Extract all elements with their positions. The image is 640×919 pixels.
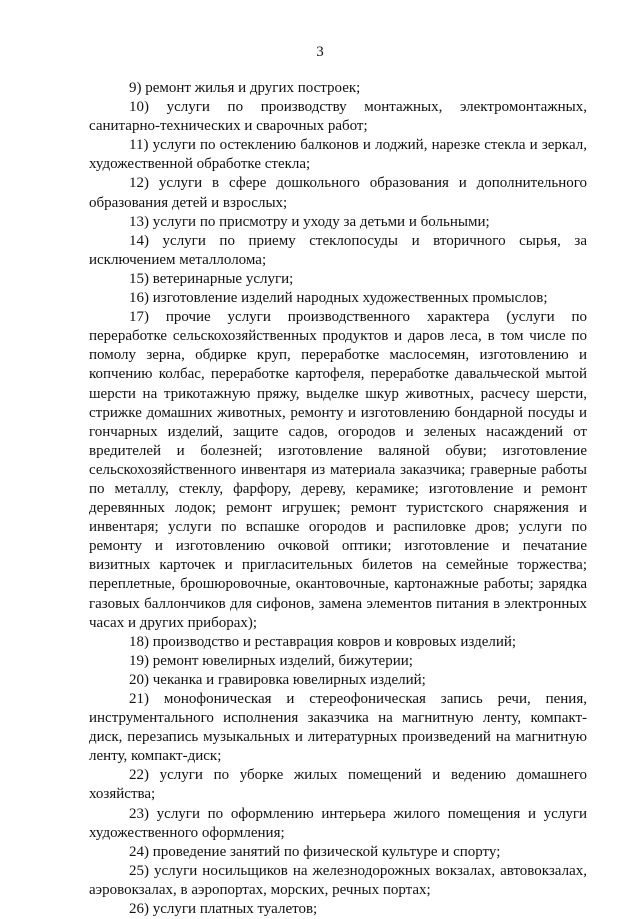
list-item-18: 18) производство и реставрация ковров и ковровых изделий; [129, 633, 517, 650]
list-item-17: 17) прочие услуги производственного характера (услуги по переработке сельскохозяйственных продуктов и даров леса, в том числе по помолу зерна, обдирке круп, переработке маслосемян, изготовлению и копчению колбас, переработке картофеля, переработке давальческой мытой шерсти на трикотажную пряжу, выделке шкур животных, расчесу шерсти, стрижке домашних животных, ремонту и изготовлению бондарной посуды и гончарных изделий, защите садов, огородов и зеленых насаждений от вредителей и болезней; изготовление валяной обуви; изготовление сельскохозяйственного инвентаря из материала заказчика; граверные работы по металлу, стеклу, фарфору, дереву, керамике; изготовление и ремонт деревянных лодок; ремонт игрушек; ремонт туристского снаряжения и инвентаря; услуги по вспашке огородов и распиловке дров; услуги по ремонту и изготовлению очковой оптики; изготовление и печатание визитных карточек и пригласительных билетов на семейные торжества; переплетные, брошюровочные, окантовочные, картонажные работы; зарядка газовых баллончиков для сифонов, замена элементов питания в электронных часах и других приборах); [89, 309, 587, 631]
list-item-21: 21) монофоническая и стереофоническая запись речи, пения, инструментального исполнения заказчика на магнитную ленту, компакт-диск, перезапись музыкальных и литературных произведений на магнитную ленту, компакт-диск; [89, 691, 587, 765]
list-item-16: 16) изготовление изделий народных художественных промыслов; [129, 290, 548, 307]
list-item-12: 12) услуги в сфере дошкольного образования и дополнительного образования детей и взрослых; [89, 175, 587, 211]
list-item-25: 25) услуги носильщиков на железнодорожных вокзалах, автовокзалах, аэровокзалах, в аэропортах, морских, речных портах; [89, 862, 587, 898]
list-item-20: 20) чеканка и гравировка ювелирных изделий; [129, 671, 426, 688]
list-item-23: 23) услуги по оформлению интерьера жилого помещения и услуги художественного оформления; [89, 805, 587, 841]
list-item-9: 9) ремонт жилья и других построек; [129, 80, 361, 96]
list-item-15: 15) ветеринарные услуги; [129, 270, 294, 287]
list-item-22: 22) услуги по уборке жилых помещений и ведению домашнего хозяйства; [89, 767, 587, 803]
list-item-10: 10) услуги по производству монтажных, электромонтажных, санитарно-технических и сварочных работ; [89, 99, 587, 135]
document-body [89, 79, 587, 919]
list-item-14: 14) услуги по приему стеклопосуды и вторичного сырья, за исключением металлолома; [89, 232, 587, 268]
list-item-19: 19) ремонт ювелирных изделий, бижутерии; [129, 652, 413, 669]
list-item-11: 11) услуги по остеклению балконов и лоджий, нарезке стекла и зеркал, художественной обработке стекла; [89, 137, 587, 173]
list-item-24: 24) проведение занятий по физической культуре и спорту; [129, 843, 501, 860]
list-item-13: 13) услуги по присмотру и уходу за детьми и больными; [129, 213, 490, 230]
list-item-26: 26) услуги платных туалетов; [129, 901, 318, 918]
page-number: 3 [316, 44, 324, 60]
